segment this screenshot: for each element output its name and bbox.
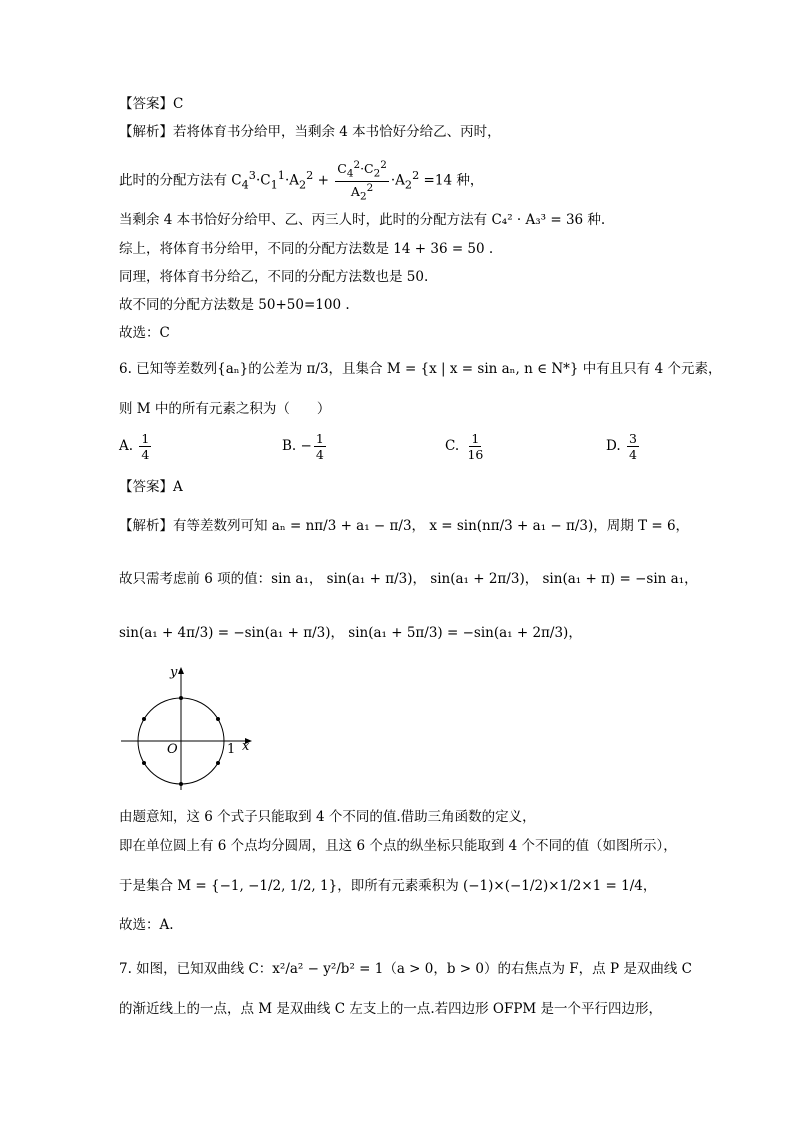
q7-stem-1: 7. 如图，已知双曲线 C：x²/a² − y²/b² = 1（a > 0，b > 0）的右焦点为 F，点 P 是双曲线 C — [119, 961, 692, 977]
q6-answer: 【答案】A — [119, 479, 183, 495]
q6-option-c[interactable]: C. $\frac{1}{16}$ — [445, 431, 484, 463]
q6-analysis-1: 【解析】有等差数列可知 aₙ = nπ/3 + a₁ − π/3， x = sin(nπ/3 + a₁ − π/3)，周期 T = 6， — [119, 518, 690, 534]
q6-option-a[interactable]: A. $\frac{1}{4}$ — [119, 431, 150, 463]
q5-choice: 故选：C — [119, 325, 170, 341]
y-axis-label: y — [170, 665, 178, 680]
q5-analysis-1: 【解析】若将体育书分给甲，当剩余 4 本书恰好分给乙、丙时， — [119, 124, 501, 140]
point-lower-right — [216, 761, 220, 765]
q5-analysis-6: 故不同的分配方法数是 50+50=100 . — [119, 297, 350, 313]
point-upper-right — [216, 717, 220, 721]
q6-choice: 故选：A. — [119, 917, 174, 933]
q5-answer: 【答案】C — [119, 96, 184, 112]
point-lower-left — [142, 761, 146, 765]
q6-option-d[interactable]: D. $\frac{3}{4}$ — [606, 431, 637, 463]
point-upper-left — [142, 717, 146, 721]
q6-stem-2: 则 M 中的所有元素之积为（ ） — [119, 401, 331, 417]
q6-analysis-3: sin(a₁ + 4π/3) = −sin(a₁ + π/3)， sin(a₁ + 5π/3) = −sin(a₁ + 2π/3)， — [119, 625, 582, 641]
point-top — [179, 696, 183, 700]
unit-circle-figure — [118, 664, 258, 794]
q6-option-b[interactable]: B. − $\frac{1}{4}$ — [282, 431, 324, 463]
origin-label: O — [167, 742, 178, 757]
q5-analysis-2-text: 此时的分配方法有 — [119, 172, 227, 189]
q5-analysis-2: 此时的分配方法有 $C_4^3\cdot C_1^1\cdot A_2^2$ + $\frac{C_4^2\cdot C_2^2}{A_2^2}$ $\cdot A_2^2 =14$ 种， — [119, 159, 484, 203]
q6-stem-1: 6. 已知等差数列{aₙ}的公差为 π/3，且集合 M = {x | x = sin aₙ, n ∈ N*} 中有且只有 4 个元素， — [119, 361, 722, 377]
q6-analysis-2: 故只需考虑前 6 项的值：sin a₁， sin(a₁ + π/3)， sin(a₁ + 2π/3)， sin(a₁ + π) = −sin a₁， — [119, 571, 698, 587]
q6-analysis-6: 于是集合 M = {−1, −1/2, 1/2, 1}，即所有元素乘积为 (−1)×(−1/2)×1/2×1 = 1/4， — [119, 878, 657, 894]
q7-stem-2: 的渐近线上的一点，点 M 是双曲线 C 左支上的一点.若四边形 OFPM 是一个平行四边形， — [119, 1001, 663, 1017]
q5-analysis-5: 同理，将体育书分给乙，不同的分配方法数也是 50. — [119, 269, 429, 285]
y-axis-arrow — [178, 667, 184, 674]
one-label: 1 — [227, 742, 236, 757]
point-bottom — [179, 782, 183, 786]
q6-analysis-4: 由题意知，这 6 个式子只能取到 4 个不同的值.借助三角函数的定义， — [119, 809, 536, 825]
x-axis-label: x — [242, 739, 250, 754]
q5-analysis-3: 当剩余 4 本书恰好分给甲、乙、丙三人时，此时的分配方法有 C₄² · A₃³ = 36 种. — [119, 212, 606, 228]
q5-analysis-2-result: =14 种， — [423, 172, 484, 189]
q5-analysis-4: 综上，将体育书分给甲，不同的分配方法数是 14 + 36 = 50 . — [119, 241, 494, 257]
q6-analysis-5: 即在单位圆上有 6 个点均分圆周，且这 6 个点的纵坐标只能取到 4 个不同的值（如图所示）， — [119, 838, 677, 854]
